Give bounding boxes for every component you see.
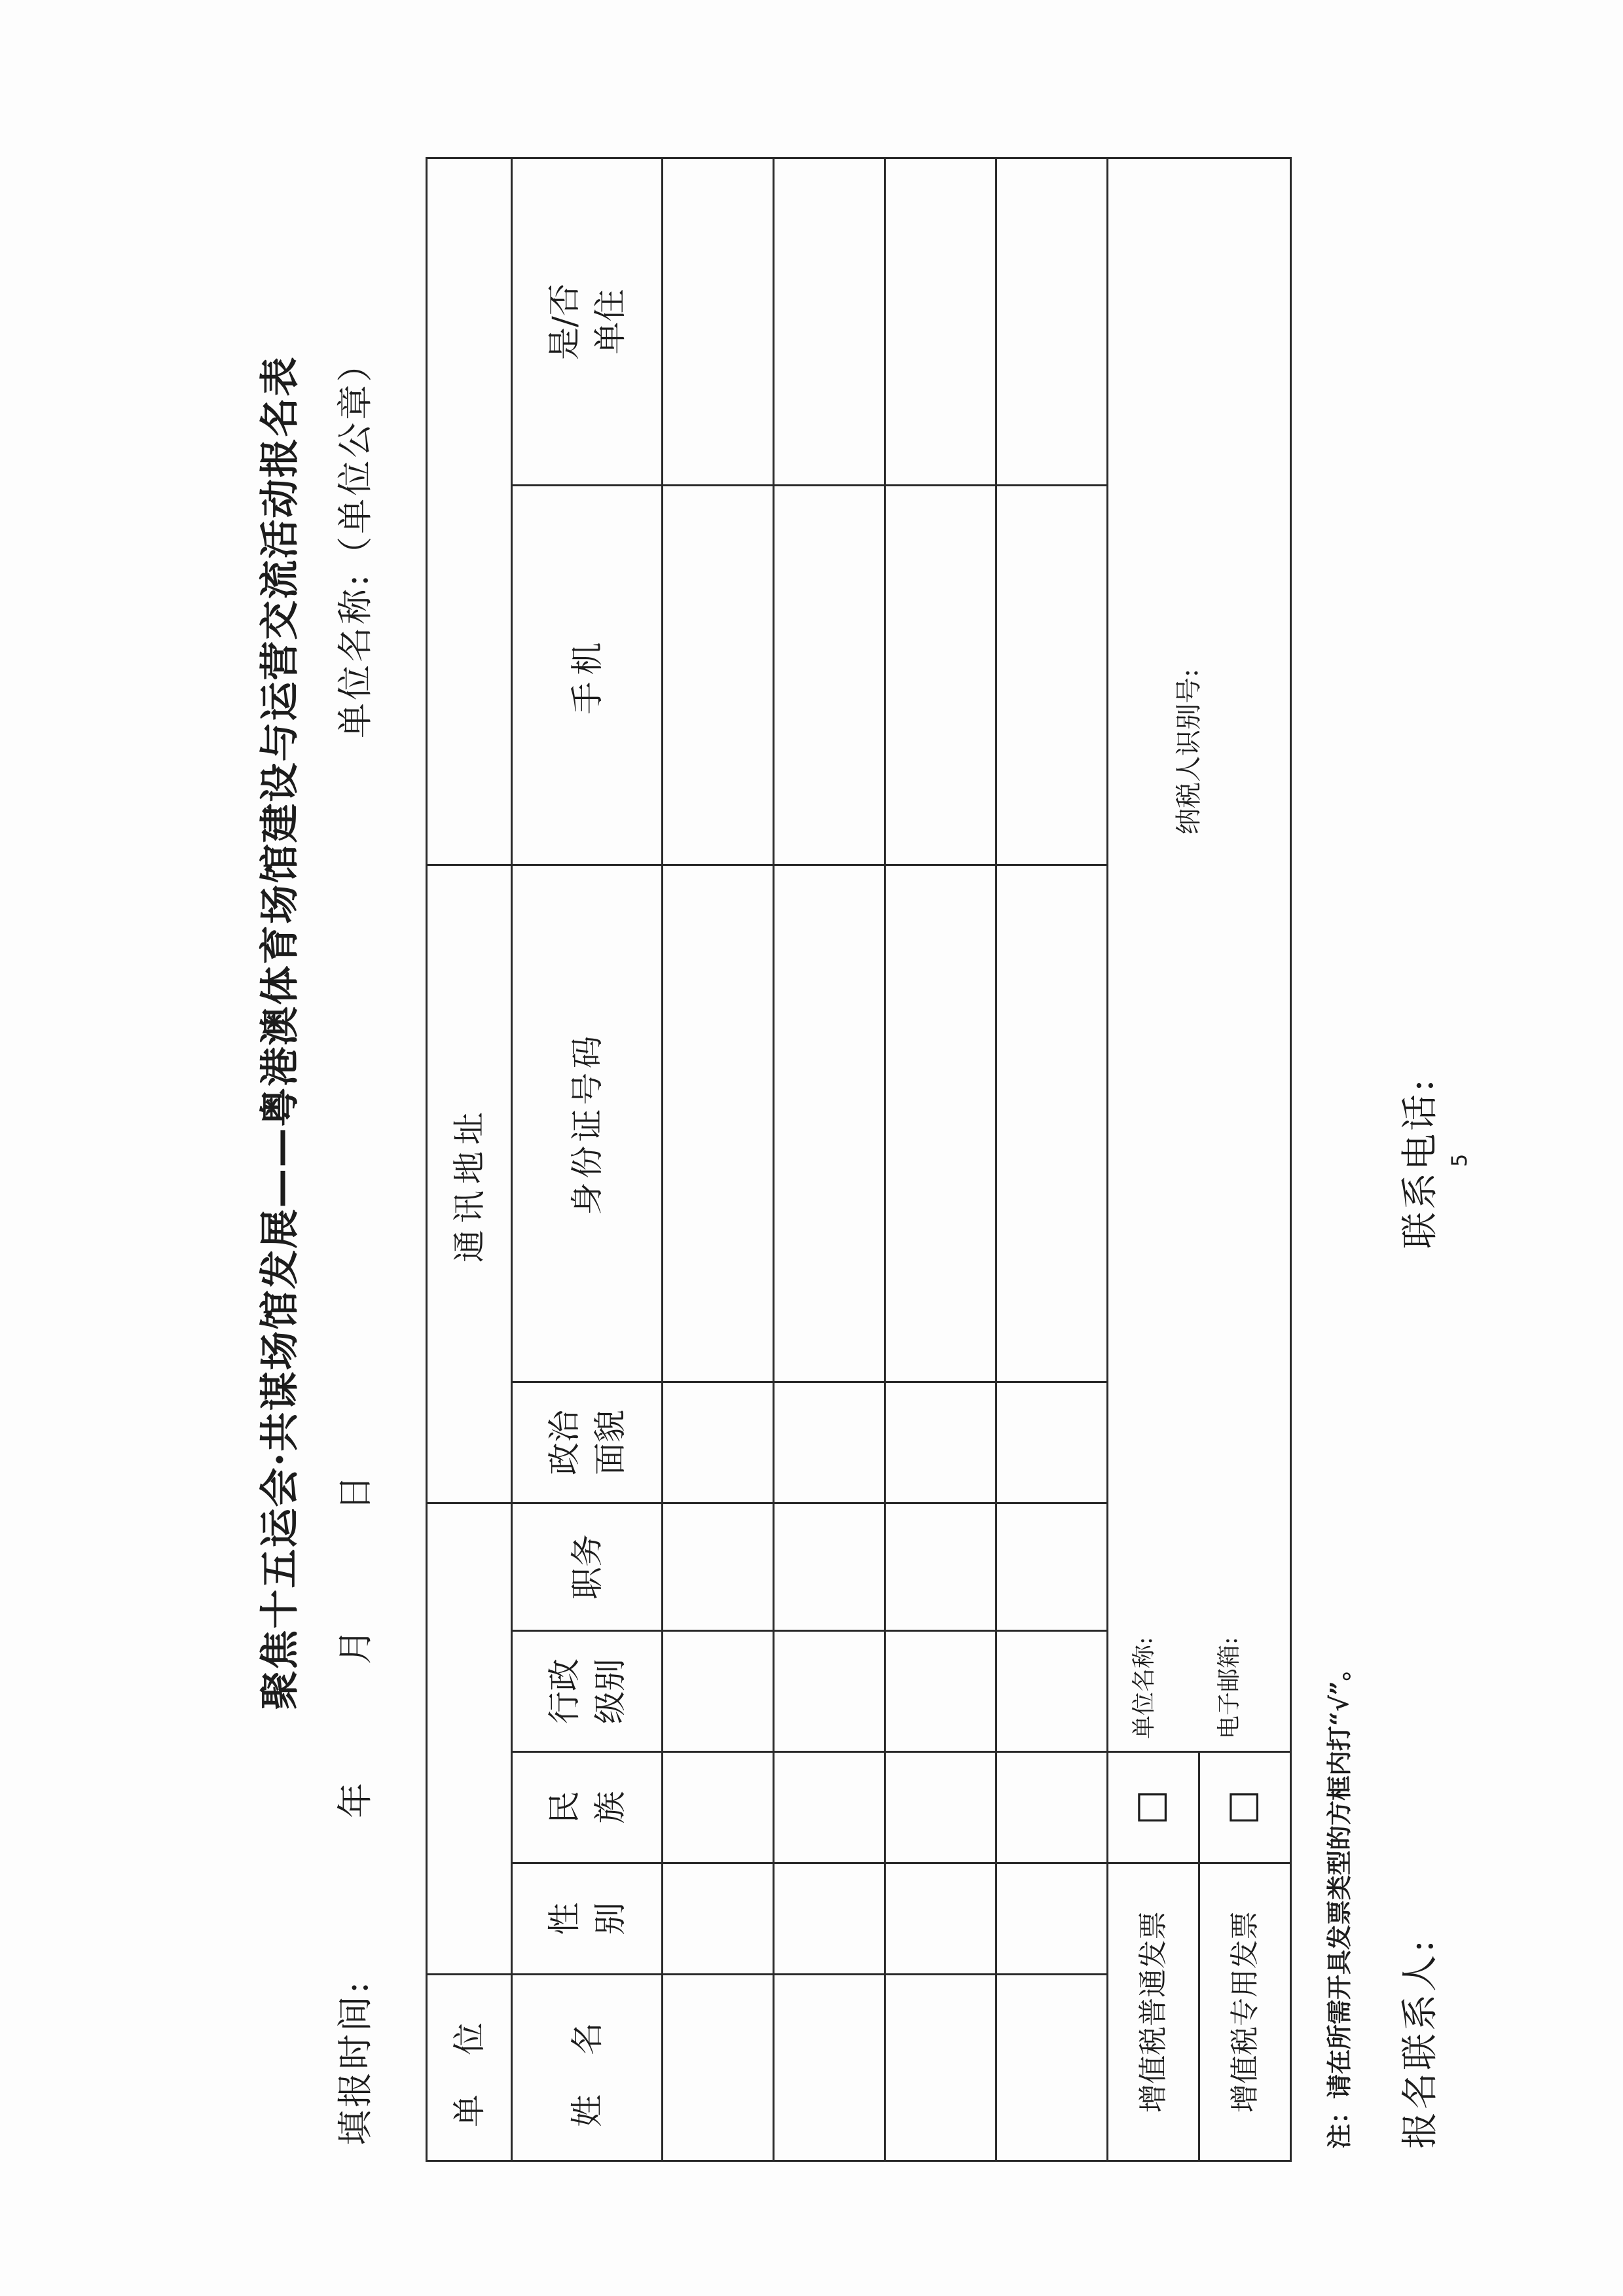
header-political: 政治 面貌 [512, 1382, 663, 1503]
unit-label: 单 位 [427, 1975, 512, 2161]
header-position: 职务 [512, 1503, 663, 1631]
ethnicity-cell[interactable] [885, 1752, 996, 1863]
admin-level-cell[interactable] [885, 1631, 996, 1752]
ethnicity-cell[interactable] [996, 1752, 1108, 1863]
id-number-cell[interactable] [774, 865, 885, 1382]
header-admin-level: 行政 级别 [512, 1631, 663, 1752]
invoice-ordinary-row [1108, 158, 1199, 2161]
page-number: 5 [1447, 1153, 1472, 1167]
id-number-cell[interactable] [885, 865, 996, 1382]
invoice-ordinary-checkbox[interactable]: ☐ [1108, 1752, 1199, 1863]
date-day-label: 日 [335, 1475, 376, 1511]
address-label: 通讯地址 [427, 865, 512, 1503]
admin-level-cell[interactable] [663, 1631, 774, 1752]
header-row [512, 158, 663, 2161]
header-name: 姓 名 [512, 1975, 663, 2161]
political-cell[interactable] [774, 1382, 885, 1503]
ethnicity-cell[interactable] [774, 1752, 885, 1863]
name-cell[interactable] [774, 1975, 885, 2161]
address-value-cell[interactable] [427, 158, 512, 865]
political-cell[interactable] [663, 1382, 774, 1503]
political-cell[interactable] [996, 1382, 1108, 1503]
unit-row [427, 158, 512, 2161]
unit-value-cell[interactable] [427, 1503, 512, 1975]
invoice-note: 注：请在所需开具发票类型的方框内打“√”。 [1324, 1656, 1354, 2149]
header-id-number: 身份证号码 [512, 865, 663, 1382]
same-unit-cell[interactable] [663, 158, 774, 486]
table-row [996, 158, 1108, 2161]
date-year-label: 年 [335, 1783, 376, 1818]
ethnicity-cell[interactable] [663, 1752, 774, 1863]
name-cell[interactable] [996, 1975, 1108, 2161]
name-cell[interactable] [663, 1975, 774, 2161]
contact-phone-label: 联系电话: [1399, 1077, 1442, 1249]
mobile-cell[interactable] [774, 486, 885, 865]
table-row [663, 158, 774, 2161]
mobile-cell[interactable] [663, 486, 774, 865]
id-number-cell[interactable] [996, 865, 1108, 1382]
political-cell[interactable] [885, 1382, 996, 1503]
gender-cell[interactable] [885, 1863, 996, 1975]
header-gender: 性 别 [512, 1863, 663, 1975]
invoice-special-label: 增值税专用发票 [1199, 1863, 1291, 2161]
registration-table [426, 157, 1292, 2162]
form-title: 聚焦十五运会·共谋场馆发展——粤港澳体育场馆建设与运营交流活动报名表 [257, 355, 303, 1710]
invoice-email-field: 电子邮箱: [1216, 1636, 1243, 1739]
fill-date [327, 1357, 378, 1818]
gender-cell[interactable] [774, 1863, 885, 1975]
gender-cell[interactable] [996, 1863, 1108, 1975]
admin-level-cell[interactable] [774, 1631, 885, 1752]
date-month-label: 月 [335, 1629, 376, 1664]
invoice-unit-name-field: 单位名称: [1131, 1636, 1158, 1739]
name-cell[interactable] [885, 1975, 996, 2161]
gender-cell[interactable] [663, 1863, 774, 1975]
fill-time-label: 填报时间: [335, 1979, 376, 2145]
table-row [885, 158, 996, 2161]
id-number-cell[interactable] [663, 865, 774, 1382]
same-unit-cell[interactable] [885, 158, 996, 486]
position-cell[interactable] [885, 1503, 996, 1631]
header-ethnicity: 民 族 [512, 1752, 663, 1863]
position-cell[interactable] [663, 1503, 774, 1631]
header-mobile: 手机 [512, 486, 663, 865]
invoice-info-cell[interactable] [1108, 158, 1291, 1752]
invoice-special-checkbox[interactable]: ☐ [1199, 1752, 1291, 1863]
invoice-tax-id-field: 纳税人识别号: [1174, 668, 1204, 834]
admin-level-cell[interactable] [996, 1631, 1108, 1752]
invoice-ordinary-label: 增值税普通发票 [1108, 1863, 1199, 2161]
same-unit-cell[interactable] [996, 158, 1108, 486]
position-cell[interactable] [774, 1503, 885, 1631]
header-same-unit: 是/否 单住 [512, 158, 663, 486]
mobile-cell[interactable] [996, 486, 1108, 865]
table-row [774, 158, 885, 2161]
same-unit-cell[interactable] [774, 158, 885, 486]
contact-person-label: 报名联系人: [1399, 1937, 1442, 2149]
mobile-cell[interactable] [885, 486, 996, 865]
unit-name-seal-label: 单位名称:（单位公章） [335, 344, 376, 738]
position-cell[interactable] [996, 1503, 1108, 1631]
